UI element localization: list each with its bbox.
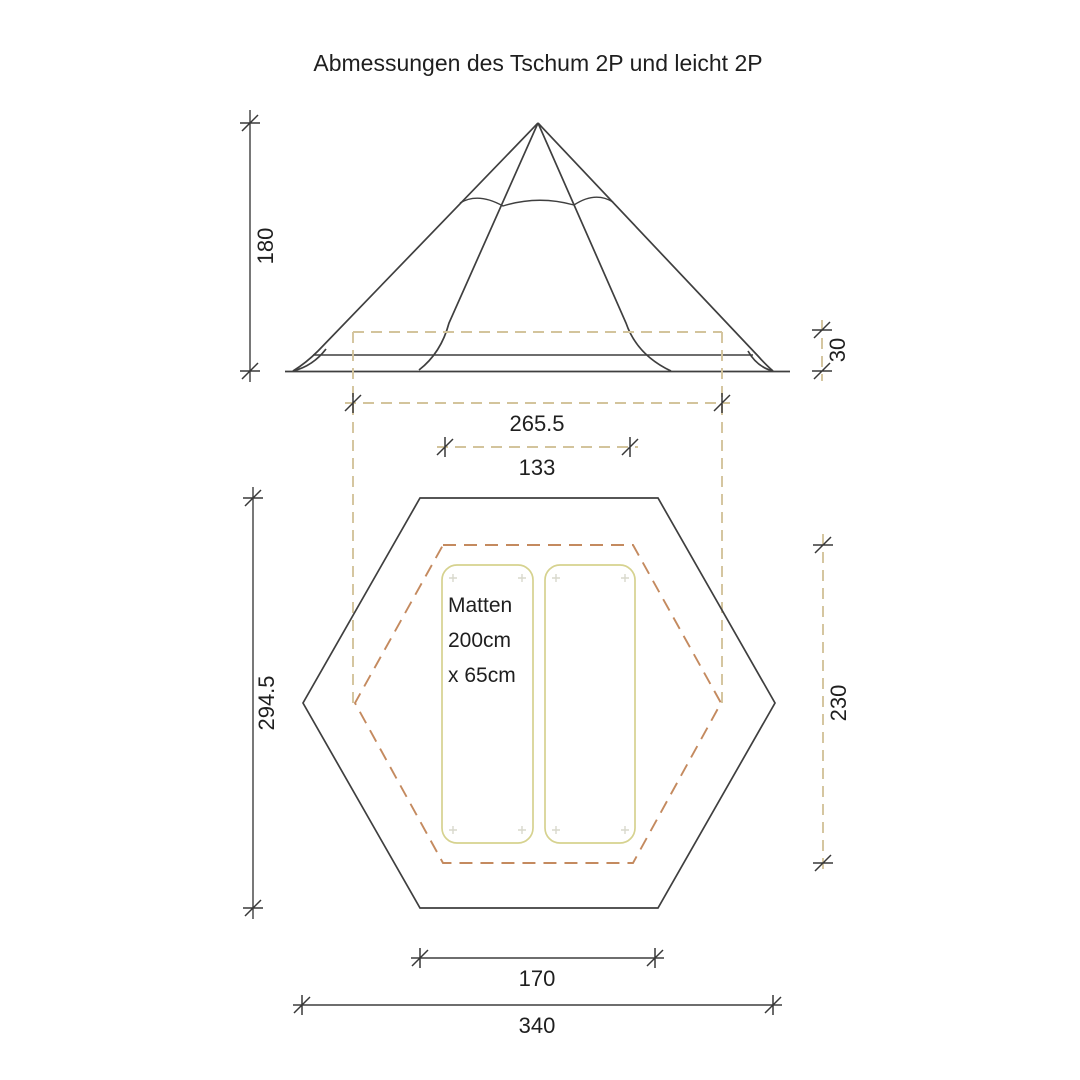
mat-size-label xyxy=(448,594,516,687)
dim-label: 180 xyxy=(253,227,278,265)
floor-plan xyxy=(303,498,775,908)
tent-inner-wall-left xyxy=(419,123,538,370)
diagram-title: Abmessungen des Tschum 2P und leicht 2P xyxy=(313,50,763,76)
dim-label: 30 xyxy=(825,337,850,363)
dim-label: 265.5 xyxy=(509,411,565,436)
dim-label: 170 xyxy=(518,966,556,991)
floor-inner-hexagon xyxy=(355,545,721,863)
dim-label: 294.5 xyxy=(254,675,279,731)
dim-total-width-340 xyxy=(293,995,782,1038)
dim-edge-170 xyxy=(411,948,664,991)
floor-outer-hexagon xyxy=(303,498,775,908)
dim-label: 133 xyxy=(518,455,556,480)
dim-width-133 xyxy=(437,437,638,480)
dim-plan-height-294-5 xyxy=(243,487,279,919)
dim-label: 340 xyxy=(518,1013,556,1038)
tent-outer-wall-left xyxy=(293,123,538,371)
dim-inner-height-230 xyxy=(813,534,851,874)
sleeping-mat-right xyxy=(545,565,635,843)
tent-outer-wall-right xyxy=(538,123,773,371)
dim-wall-30 xyxy=(812,320,850,381)
tent-seam-curve xyxy=(460,197,613,206)
dim-height-180 xyxy=(240,110,278,382)
dim-width-265-5 xyxy=(345,393,730,436)
mat-label-line2: 200cm xyxy=(448,629,512,652)
mat-label-line3: x 65cm xyxy=(448,664,516,687)
elevation-view xyxy=(285,123,790,372)
dim-label: 230 xyxy=(826,684,851,722)
tent-inner-wall-right xyxy=(538,123,671,371)
mat-label-line1: Matten xyxy=(448,594,513,617)
